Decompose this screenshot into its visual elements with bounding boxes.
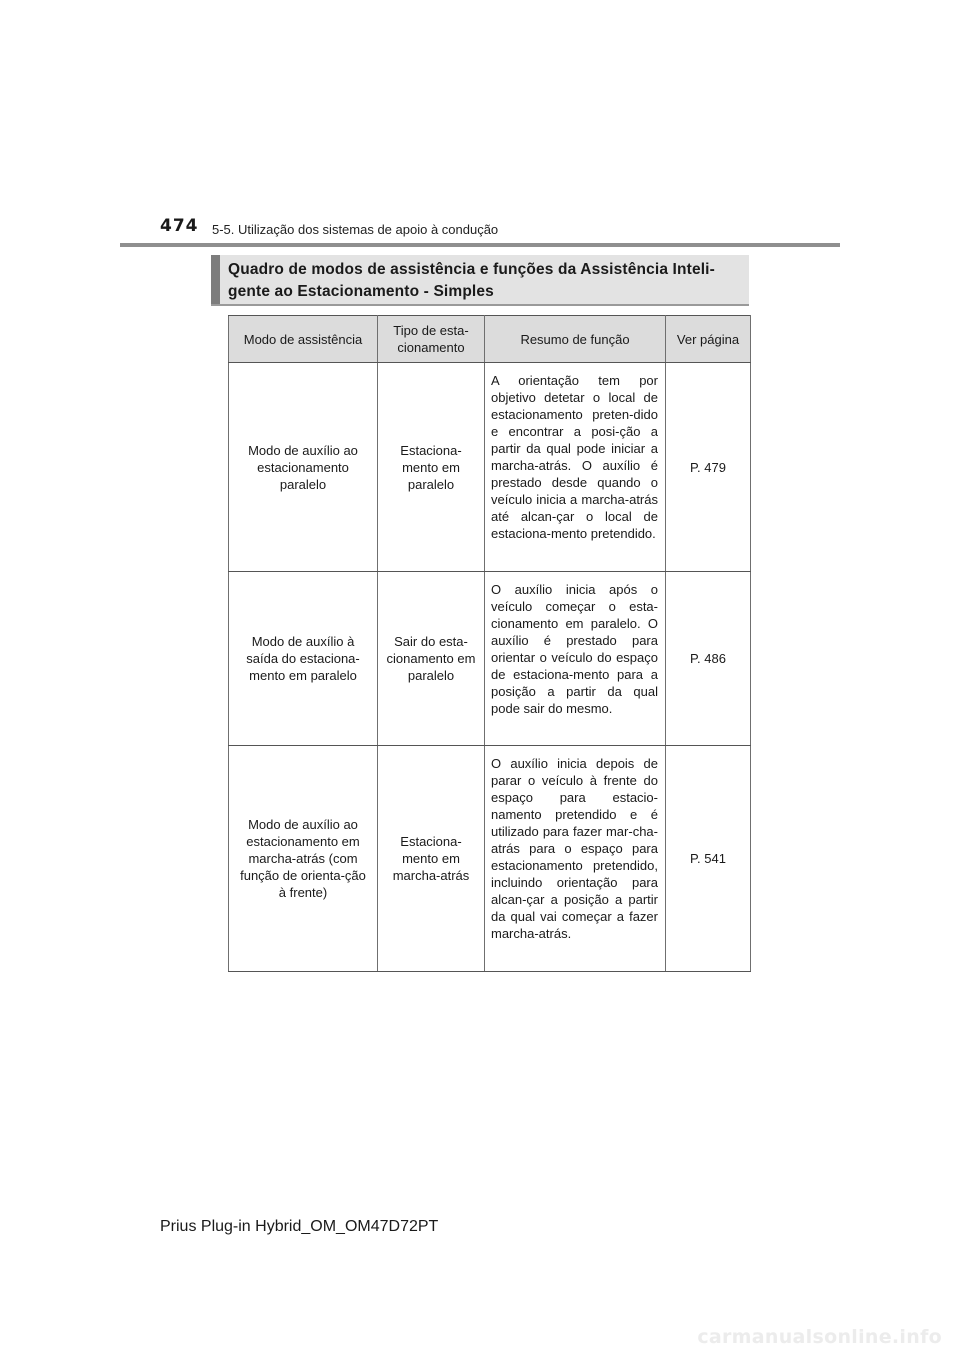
- column-header-type: Tipo de esta-cionamento: [378, 316, 485, 363]
- cell-page: P. 479: [666, 363, 751, 572]
- footer-document-id: Prius Plug-in Hybrid_OM_OM47D72PT: [160, 1218, 439, 1235]
- column-header-page: Ver página: [666, 316, 751, 363]
- cell-type: Estaciona-mento em paralelo: [378, 363, 485, 572]
- header-divider: [120, 243, 840, 247]
- table-row: [229, 746, 751, 972]
- cell-type: Sair do esta-cionamento em paralelo: [378, 572, 485, 746]
- cell-page: P. 541: [666, 746, 751, 972]
- cell-mode: Modo de auxílio ao estacionamento em marcha-atrás (com função de orienta-ção à frente): [229, 746, 378, 972]
- table-row: [229, 363, 751, 572]
- watermark: carmanualsonline.info: [697, 1326, 942, 1348]
- cell-mode: Modo de auxílio à saída do estaciona-mento em paralelo: [229, 572, 378, 746]
- table-heading: Quadro de modos de assistência e funções da Assistência Inteli-gente ao Estacionamento - Simples: [211, 255, 749, 304]
- cell-summary: O auxílio inicia após o veículo começar o esta-cionamento em paralelo. O auxílio é prestado para orientar o veículo do espaço de estaciona-mento para a posição a partir da qual pode sair do mesmo.: [485, 572, 666, 746]
- cell-mode: Modo de auxílio ao estacionamento paralelo: [229, 363, 378, 572]
- cell-type: Estaciona-mento em marcha-atrás: [378, 746, 485, 972]
- cell-page: P. 486: [666, 572, 751, 746]
- column-header-summary: Resumo de função: [485, 316, 666, 363]
- column-header-mode: Modo de assistência: [229, 316, 378, 363]
- section-title: 5-5. Utilização dos sistemas de apoio à condução: [212, 222, 499, 237]
- table-row: [229, 572, 751, 746]
- page-number: 474: [160, 216, 199, 236]
- assist-modes-table: [228, 315, 751, 972]
- heading-divider: [211, 304, 749, 306]
- cell-summary: A orientação tem por objetivo detetar o local de estacionamento preten-dido e encontrar a posi-ção a partir da qual pode iniciar a marcha-atrás. O auxílio é prestado desde quando o veículo inicia a marcha-atrás até alcan-çar o local de estaciona-mento pretendido.: [485, 363, 666, 572]
- table-header-row: [229, 316, 751, 363]
- cell-summary: O auxílio inicia depois de parar o veículo à frente do espaço para estacio-namento pretendido e é utilizado para fazer mar-cha-atrás para o espaço para estacionamento pretendido, incluindo orientação para alcan-çar a posição a partir da qual vai começar a fazer marcha-atrás.: [485, 746, 666, 972]
